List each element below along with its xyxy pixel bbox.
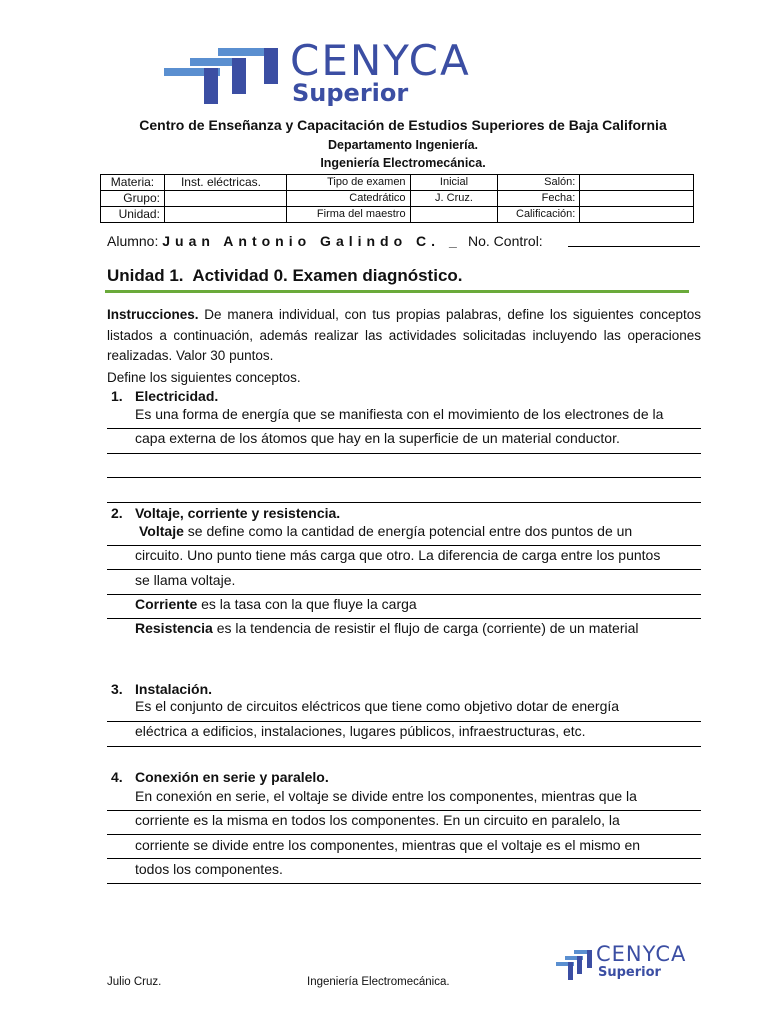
materia-value: Inst. eléctricas. xyxy=(164,175,286,191)
q1-title: Electricidad. xyxy=(135,388,219,404)
program-name: Ingeniería Electromecánica. xyxy=(320,156,486,170)
materia-label: Materia: xyxy=(101,175,165,191)
q4-title: Conexión en serie y paralelo. xyxy=(135,769,329,785)
q2-title: Voltaje, corriente y resistencia. xyxy=(135,505,341,521)
q2-line-3: se llama voltaje. xyxy=(135,572,236,588)
alumno-value: Juan Antonio Galindo C. _ xyxy=(162,233,462,249)
tipo-label: Tipo de examen xyxy=(286,175,410,191)
instructions-label: Instrucciones. xyxy=(107,307,199,322)
cenyca-logo xyxy=(164,36,594,108)
info-table xyxy=(100,174,694,223)
catedratico-label: Catedrático xyxy=(286,191,410,207)
unidad-label: Unidad: xyxy=(101,207,165,223)
calificacion-value xyxy=(580,207,694,223)
q3-title: Instalación. xyxy=(135,681,213,697)
voltaje-term: Voltaje xyxy=(139,523,184,539)
answer-line xyxy=(107,883,701,884)
footer-logo-sub: Superior xyxy=(598,965,661,980)
q2-line-2: circuito. Uno punto tiene más carga que otro. La diferencia de carga entre los puntos xyxy=(135,547,661,563)
catedratico-value: J. Cruz. xyxy=(410,191,498,207)
table-row xyxy=(101,207,694,223)
footer-logo xyxy=(556,944,706,984)
define-line: Define los siguientes conceptos. xyxy=(107,370,301,385)
answer-line xyxy=(107,502,701,503)
firma-label: Firma del maestro xyxy=(286,207,410,223)
fecha-label: Fecha: xyxy=(498,191,580,207)
q2-number: 2. xyxy=(111,505,123,521)
logo-sub: Superior xyxy=(292,79,409,107)
control-field[interactable] xyxy=(568,246,700,247)
calificacion-label: Calificación: xyxy=(498,207,580,223)
q3-number: 3. xyxy=(111,681,123,697)
instructions xyxy=(107,305,701,367)
salon-value xyxy=(580,175,694,191)
department-name: Departamento Ingeniería. xyxy=(327,138,479,152)
grupo-label: Grupo: xyxy=(101,191,165,207)
footer-author: Julio Cruz. xyxy=(107,976,162,988)
title-rule xyxy=(105,290,689,293)
answer-line xyxy=(107,569,701,570)
instructions-text: De manera individual, con tus propias palabras, define los siguientes conceptos listados a continuación, además realizar las actividades solicitadas incluyendo las operaciones realizadas. Valor 30 puntos. xyxy=(107,307,701,363)
q1-number: 1. xyxy=(111,388,123,404)
answer-line xyxy=(107,834,701,835)
answer-line xyxy=(107,746,701,747)
answer-line xyxy=(107,477,701,478)
table-row xyxy=(101,175,694,191)
q1-line-2: capa externa de los átomos que hay en la superficie de un material conductor. xyxy=(135,430,620,446)
q4-line-3: corriente se divide entre los componentes, mientras que el voltaje es el mismo en xyxy=(135,837,641,853)
corriente-term: Corriente xyxy=(135,596,198,612)
q3-line-1: Es el conjunto de circuitos eléctricos que tiene como objetivo dotar de energía xyxy=(135,698,620,714)
resistencia-term: Resistencia xyxy=(135,620,213,636)
grupo-value xyxy=(164,191,286,207)
firma-value xyxy=(410,207,498,223)
q2-line-1: Voltaje se define como la cantidad de energía potencial entre dos puntos de un xyxy=(139,523,633,539)
footer-logo-mark-icon xyxy=(556,946,594,982)
q4-line-1: En conexión en serie, el voltaje se divide entre los componentes, mientras que la xyxy=(135,788,637,804)
page-title: Unidad 1. Actividad 0. Examen diagnóstico. xyxy=(107,266,463,285)
cenyca-logo-mark-icon xyxy=(164,42,282,106)
q4-line-2: corriente es la misma en todos los componentes. En un circuito en paralelo, la xyxy=(135,812,620,828)
fecha-value xyxy=(580,191,694,207)
answer-line xyxy=(107,858,701,859)
answer-line xyxy=(107,453,701,454)
control-label: No. Control: xyxy=(468,233,543,249)
unidad-value xyxy=(164,207,286,223)
logo-word: CENYCA xyxy=(290,36,471,85)
salon-label: Salón: xyxy=(498,175,580,191)
q2-line-5: Resistencia es la tendencia de resistir el flujo de carga (corriente) de un material xyxy=(135,620,639,636)
institution-name: Centro de Enseñanza y Capacitación de Estudios Superiores de Baja California xyxy=(139,117,667,133)
tipo-value: Inicial xyxy=(410,175,498,191)
footer-program: Ingeniería Electromecánica. xyxy=(307,976,450,988)
q4-number: 4. xyxy=(111,769,123,785)
table-row xyxy=(101,191,694,207)
q3-line-2: eléctrica a edificios, instalaciones, lugares públicos, infraestructuras, etc. xyxy=(135,723,586,739)
footer-logo-word: CENYCA xyxy=(596,942,687,966)
q4-line-4: todos los componentes. xyxy=(135,861,283,877)
q1-line-1: Es una forma de energía que se manifiesta con el movimiento de los electrones de la xyxy=(135,406,664,422)
student-line: Alumno: Juan Antonio Galindo C. _ xyxy=(107,233,462,249)
alumno-label: Alumno xyxy=(107,233,155,249)
q2-line-4: Corriente es la tasa con la que fluye la carga xyxy=(135,596,417,612)
